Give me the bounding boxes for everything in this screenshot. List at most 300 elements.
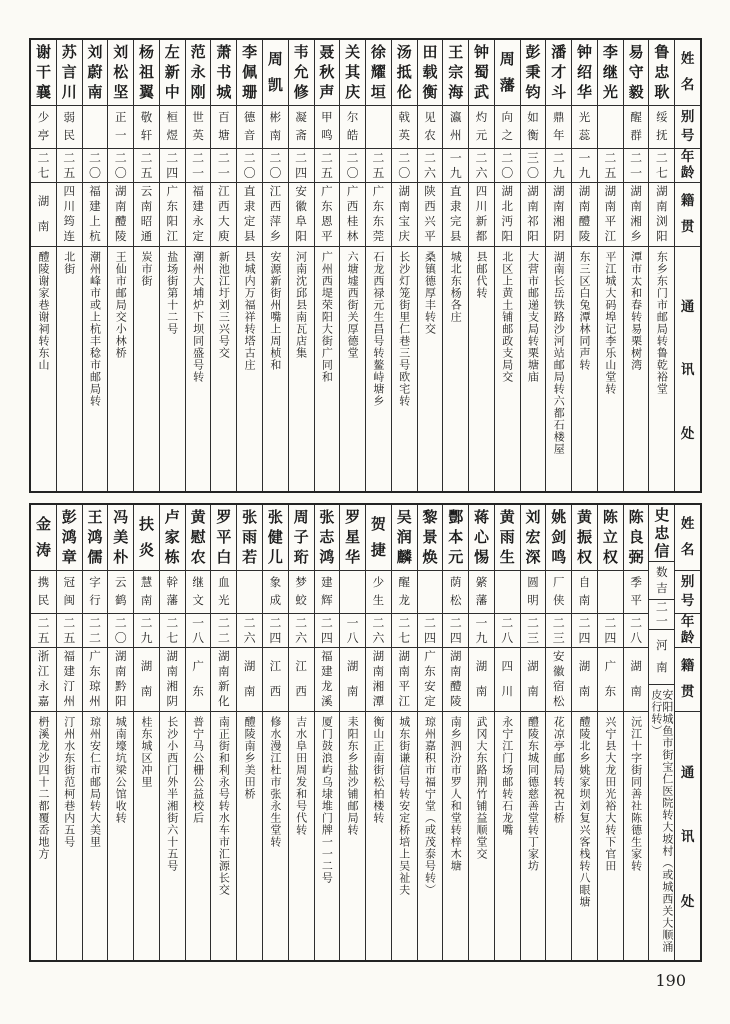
person-native: 湖 南	[630, 659, 642, 699]
person-native: 湖 南 湘 潭	[372, 649, 385, 709]
name-cell	[469, 505, 494, 571]
age-cell	[289, 149, 314, 183]
address-cell	[57, 247, 82, 491]
person-native: 湖 南	[346, 659, 359, 699]
entry-column	[211, 505, 237, 960]
person-name: 扶 炎	[139, 514, 155, 560]
name-cell	[289, 505, 314, 571]
alias-cell	[57, 106, 82, 149]
person-address: 安源新街州嘴上周桢和	[268, 251, 282, 371]
address-cell	[186, 247, 211, 491]
person-address: 河南沈邱县南瓦店集	[294, 251, 308, 359]
person-alias: 建 辉	[321, 575, 333, 608]
age-cell	[495, 149, 520, 183]
address-cell	[649, 247, 674, 491]
address-cell	[495, 712, 520, 960]
native-cell	[211, 648, 236, 712]
native-cell	[598, 648, 623, 712]
entry-column	[315, 40, 341, 491]
address-cell	[366, 247, 391, 491]
age-cell	[469, 614, 494, 648]
person-age: 二 四	[604, 616, 617, 645]
person-age: 二 二	[217, 616, 230, 645]
person-name: 王 鸿 儒	[87, 508, 103, 566]
age-cell	[469, 149, 494, 183]
native-cell	[289, 183, 314, 247]
entry-column	[443, 505, 469, 960]
person-name: 王 宗 海	[448, 43, 464, 101]
person-native: 福 建 汀 州	[63, 649, 75, 709]
alias-cell	[340, 571, 365, 614]
entry-column	[31, 40, 57, 491]
address-cell	[237, 712, 262, 960]
person-native: 四 川	[501, 659, 513, 699]
age-cell	[366, 149, 391, 183]
alias-cell	[315, 106, 340, 149]
person-name: 蒋 心 惕	[473, 508, 489, 566]
person-name: 李 佩 珊	[242, 43, 258, 101]
person-native: 湖 南 平 江	[398, 649, 410, 709]
entry-column	[186, 40, 212, 491]
age-cell	[572, 149, 597, 183]
person-native: 湖 南 湘 阴	[166, 649, 179, 709]
person-native: 湖 南 湘 乡	[630, 184, 642, 244]
name-cell	[521, 505, 546, 571]
entry-column	[289, 505, 315, 960]
person-alias: 字 行	[89, 575, 101, 608]
person-native: 广 东 琼 州	[89, 649, 101, 709]
name-cell	[495, 505, 520, 571]
person-native: 江 西 大 庾	[218, 184, 230, 244]
name-cell	[31, 40, 56, 106]
person-address: 兴宁县大龙田光裕大转下官田	[603, 716, 617, 872]
person-alias	[83, 106, 108, 148]
native-cell	[443, 183, 468, 247]
person-name: 田 载 衡	[422, 43, 438, 101]
person-address: 南正街和利永号转水车市汇源长交	[217, 716, 231, 896]
person-address: 安阳城鱼市街宝仁医院转大坡村（或城西关大顺涌皮行转）	[649, 689, 674, 954]
alias-cell	[289, 106, 314, 149]
native-cell	[134, 648, 159, 712]
person-alias: 自 南	[578, 575, 591, 608]
entry-column	[340, 40, 366, 491]
person-native: 直 隶 定 县	[243, 184, 256, 244]
person-alias: 光 蕊	[578, 110, 591, 143]
person-name: 谢 干 襄	[35, 43, 51, 101]
name-cell	[83, 505, 108, 571]
native-cell	[521, 183, 546, 247]
person-native: 湖 南	[140, 659, 153, 699]
name-cell	[57, 40, 82, 106]
person-native: 浙 江 永 嘉	[37, 649, 50, 709]
person-address: 城南壕坑梁公馆收转	[114, 716, 128, 824]
person-alias: 綮 藩	[475, 575, 488, 608]
entry-column	[443, 40, 469, 491]
address-cell	[366, 712, 391, 960]
person-address: 县邮代转	[474, 251, 488, 299]
person-age: 二 五	[140, 151, 153, 180]
name-cell	[134, 505, 159, 571]
address-cell	[624, 712, 649, 960]
header-native-label: 籍 贯	[680, 193, 695, 235]
name-cell	[546, 505, 571, 571]
person-age: 二 〇	[501, 151, 514, 180]
entry-column	[598, 40, 624, 491]
person-alias: 凝 斋	[295, 110, 307, 143]
alias-cell	[418, 106, 443, 149]
native-cell	[649, 183, 674, 247]
address-cell	[134, 247, 159, 491]
person-address: 王仙市邮局交小林桥	[114, 251, 128, 359]
person-age: 一 八	[346, 616, 359, 645]
person-alias: 慧 南	[140, 575, 153, 608]
person-alias: 醒 龙	[398, 575, 410, 608]
age-cell	[366, 614, 391, 648]
person-alias: 敬 轩	[140, 110, 153, 143]
native-cell	[289, 648, 314, 712]
name-cell	[186, 505, 211, 571]
person-address: 广州西堤荣阳大街广同和	[320, 251, 334, 383]
person-native: 江 西	[269, 659, 282, 699]
name-cell	[237, 505, 262, 571]
person-age: 二 八	[630, 616, 643, 645]
name-cell	[598, 505, 623, 571]
name-cell	[31, 505, 56, 571]
person-native: 广 东 安 定	[424, 649, 436, 709]
person-native: 河 南	[656, 638, 668, 675]
name-cell	[392, 40, 417, 106]
alias-cell	[572, 106, 597, 149]
person-alias: 向 之	[501, 110, 513, 143]
person-alias: 甲 鸣	[321, 110, 333, 143]
alias-cell	[624, 571, 649, 614]
entry-column	[418, 40, 444, 491]
person-alias: 冠 闽	[63, 575, 75, 608]
age-cell	[340, 149, 365, 183]
person-age: 二 〇	[243, 151, 256, 180]
entry-column	[134, 505, 160, 960]
header-name-label: 姓 名	[680, 515, 695, 558]
person-age: 二 三	[552, 616, 565, 645]
native-cell	[160, 648, 185, 712]
person-address: 永宁江门场邮转石龙嘴	[500, 716, 514, 836]
name-cell	[211, 505, 236, 571]
entry-column	[57, 505, 83, 960]
name-cell	[624, 40, 649, 106]
person-address: 县城内万福祥转塔古庄	[243, 251, 257, 371]
native-cell	[572, 648, 597, 712]
native-cell	[495, 183, 520, 247]
alias-cell	[160, 571, 185, 614]
alias-cell	[443, 106, 468, 149]
person-alias: 荫 松	[449, 575, 462, 608]
address-cell	[443, 247, 468, 491]
person-age: 二 〇	[89, 151, 102, 180]
name-cell	[289, 40, 314, 106]
alias-cell	[31, 106, 56, 149]
entry-column	[160, 40, 186, 491]
person-age: 二 六	[243, 616, 256, 645]
person-native: 广 东 恩 平	[321, 184, 333, 244]
entry-column	[263, 40, 289, 491]
address-cell	[211, 247, 236, 491]
person-age: 二 七	[37, 151, 50, 180]
name-cell	[237, 40, 262, 106]
person-name: 李 继 光	[602, 43, 618, 101]
person-age: 二 九	[140, 616, 153, 645]
person-native: 福 建 上 杭	[89, 184, 101, 244]
person-native: 湖 南 新 化	[218, 649, 230, 709]
alias-cell	[366, 106, 391, 149]
person-age: 二 五	[604, 151, 617, 180]
alias-cell	[418, 571, 443, 614]
alias-cell	[108, 106, 133, 149]
native-cell	[57, 648, 82, 712]
native-cell	[546, 183, 571, 247]
entry-column	[289, 40, 315, 491]
person-address: 东乡东门市邮局转鲁乾裕堂	[655, 251, 669, 395]
age-cell	[624, 149, 649, 183]
person-alias: 少 亭	[37, 110, 50, 143]
age-cell	[546, 614, 571, 648]
entry-column	[315, 505, 341, 960]
address-cell	[108, 247, 133, 491]
address-cell	[186, 712, 211, 960]
alias-cell	[160, 106, 185, 149]
person-native: 广 东 阳 江	[166, 184, 179, 244]
person-age: 二 七	[166, 616, 179, 645]
name-cell	[108, 505, 133, 571]
person-age: 二 五	[37, 616, 50, 645]
name-cell	[108, 40, 133, 106]
person-alias: 灼 元	[475, 110, 488, 143]
native-cell	[160, 183, 185, 247]
person-age: 二 六	[295, 616, 308, 645]
alias-cell	[572, 571, 597, 614]
age-cell	[263, 614, 288, 648]
person-native: 陕 西 兴 平	[424, 184, 436, 244]
person-name: 周 子 珩	[293, 508, 309, 566]
person-name: 吴 润 麟	[396, 508, 412, 566]
native-cell	[31, 183, 56, 247]
age-cell	[521, 614, 546, 648]
person-address: 湖南长岳铁路沙河站邮局转六都石楼屋	[552, 251, 566, 455]
person-age: 二 七	[655, 151, 668, 180]
person-age: 一 九	[475, 616, 488, 645]
person-name: 范 永 刚	[190, 43, 206, 101]
person-age: 二 〇	[346, 151, 359, 180]
name-cell	[443, 40, 468, 106]
native-cell	[418, 183, 443, 247]
native-cell	[649, 630, 674, 686]
native-cell	[263, 183, 288, 247]
address-cell	[521, 247, 546, 491]
person-age: 二 九	[552, 151, 565, 180]
person-native: 湖 南 醴 陵	[578, 184, 591, 244]
person-native: 四 川 筠 连	[63, 184, 75, 244]
person-alias: 醒 群	[630, 110, 642, 143]
age-cell	[392, 149, 417, 183]
age-cell	[134, 614, 159, 648]
native-cell	[315, 183, 340, 247]
address-cell	[289, 712, 314, 960]
native-cell	[546, 648, 571, 712]
entry-column	[237, 40, 263, 491]
person-address: 醴陵北乡姚家坝刘复兴客栈转八眼塘	[578, 716, 592, 908]
alias-cell	[495, 571, 520, 614]
address-cell	[521, 712, 546, 960]
age-cell	[31, 149, 56, 183]
native-cell	[237, 648, 262, 712]
person-address: 新池江圩刘三兴号交	[217, 251, 231, 359]
entry-column	[624, 40, 650, 491]
person-address: 武冈大东路荆竹铺益顺堂交	[474, 716, 488, 860]
alias-cell	[83, 571, 108, 614]
age-cell	[31, 614, 56, 648]
age-cell	[649, 149, 674, 183]
native-cell	[83, 183, 108, 247]
age-cell	[443, 614, 468, 648]
entry-column	[572, 505, 598, 960]
address-cell	[418, 247, 443, 491]
person-address: 厦门鼓浪屿乌埭堆门牌一一二号	[320, 716, 334, 884]
header-age-cell	[675, 149, 700, 183]
alias-cell	[134, 571, 159, 614]
address-cell	[340, 247, 365, 491]
person-native: 湖 南	[37, 194, 50, 234]
entry-column	[237, 505, 263, 960]
alias-cell	[31, 571, 56, 614]
person-name: 韦 允 修	[293, 43, 309, 101]
header-address-cell	[675, 247, 700, 491]
age-cell	[340, 614, 365, 648]
native-cell	[443, 648, 468, 712]
age-cell	[546, 149, 571, 183]
person-alias: 弱 民	[63, 110, 75, 143]
person-name: 张 志 鸿	[319, 508, 335, 566]
age-cell	[315, 614, 340, 648]
age-cell	[211, 614, 236, 648]
alias-cell	[315, 571, 340, 614]
native-cell	[572, 183, 597, 247]
person-native: 广 东	[192, 659, 204, 699]
person-age: 二 一	[217, 151, 230, 180]
native-cell	[186, 648, 211, 712]
age-cell	[57, 149, 82, 183]
person-age: 二 四	[295, 151, 308, 180]
alias-cell	[546, 571, 571, 614]
person-name: 贺 捷	[370, 514, 386, 560]
address-cell	[315, 247, 340, 491]
name-cell	[443, 505, 468, 571]
entry-column	[31, 505, 57, 960]
person-native: 湖 北 沔 阳	[501, 184, 513, 244]
person-native: 湖 南 宝 庆	[398, 184, 410, 244]
person-age: 二 〇	[114, 616, 127, 645]
entry-column	[108, 40, 134, 491]
address-cell	[624, 247, 649, 491]
alias-cell	[598, 571, 623, 614]
person-alias	[366, 106, 391, 148]
person-age: 二 五	[63, 151, 76, 180]
alias-cell	[495, 106, 520, 149]
age-cell	[57, 614, 82, 648]
address-cell	[31, 247, 56, 491]
entry-column	[83, 505, 109, 960]
person-name: 刘 宏 深	[525, 508, 541, 566]
person-name: 酆 本 元	[448, 508, 464, 566]
native-cell	[211, 183, 236, 247]
header-age-label: 年 龄	[680, 614, 695, 646]
person-address: 平江城大码埠记李乐山堂转	[603, 251, 617, 395]
person-address: 琼州安仁市邮局转大美里	[88, 716, 102, 848]
entry-column	[598, 505, 624, 960]
address-cell	[649, 685, 674, 960]
alias-cell	[134, 106, 159, 149]
person-native: 湖 南	[475, 659, 488, 699]
entry-column	[521, 505, 547, 960]
person-age: 一 八	[192, 616, 205, 645]
age-cell	[160, 614, 185, 648]
person-address: 东三区白兔潭林同声转	[578, 251, 592, 371]
age-cell	[186, 614, 211, 648]
person-address: 长沙小西门外半湘街六十五号	[165, 716, 179, 872]
person-alias: 见 农	[424, 110, 436, 143]
person-age: 一 九	[449, 151, 462, 180]
address-cell	[160, 712, 185, 960]
name-cell	[469, 40, 494, 106]
header-name-cell	[675, 40, 700, 106]
alias-cell	[649, 562, 674, 599]
native-cell	[392, 648, 417, 712]
person-address: 琼州嘉积市福宁堂（或茂泰号转）	[423, 716, 437, 896]
person-name: 罗 星 华	[345, 508, 361, 566]
name-cell	[263, 40, 288, 106]
person-name: 关 其 庆	[345, 43, 361, 101]
directory-table-top	[29, 38, 702, 493]
person-native: 安 徽 宿 松	[553, 649, 565, 709]
entry-column	[57, 40, 83, 491]
person-native: 广 西 桂 林	[346, 184, 359, 244]
entry-column	[392, 505, 418, 960]
entry-column	[392, 40, 418, 491]
address-cell	[83, 247, 108, 491]
person-native: 安 徽 阜 阳	[295, 184, 307, 244]
name-cell	[418, 40, 443, 106]
person-address: 潮州峰市或上杭丰稔市邮局转	[88, 251, 102, 407]
entry-column	[134, 40, 160, 491]
age-cell	[186, 149, 211, 183]
person-address: 枬溪龙沙四十二都覆岙地方	[36, 716, 50, 860]
address-cell	[572, 712, 597, 960]
alias-cell	[366, 571, 391, 614]
name-cell	[57, 505, 82, 571]
native-cell	[392, 183, 417, 247]
alias-cell	[57, 571, 82, 614]
person-name: 萧 书 城	[216, 43, 232, 101]
alias-cell	[649, 106, 674, 149]
person-address: 耒阳东乡盐沙铺邮局转	[346, 716, 360, 836]
person-alias	[495, 571, 520, 613]
person-alias	[418, 571, 443, 613]
entry-column	[469, 40, 495, 491]
alias-cell	[186, 106, 211, 149]
native-cell	[83, 648, 108, 712]
person-name: 潘 才 斗	[551, 43, 567, 101]
age-cell	[315, 149, 340, 183]
person-address: 潮州大埔炉下坝同盛号转	[191, 251, 205, 383]
person-address: 长沙灯笼街里仁巷三号欧宅转	[397, 251, 411, 407]
